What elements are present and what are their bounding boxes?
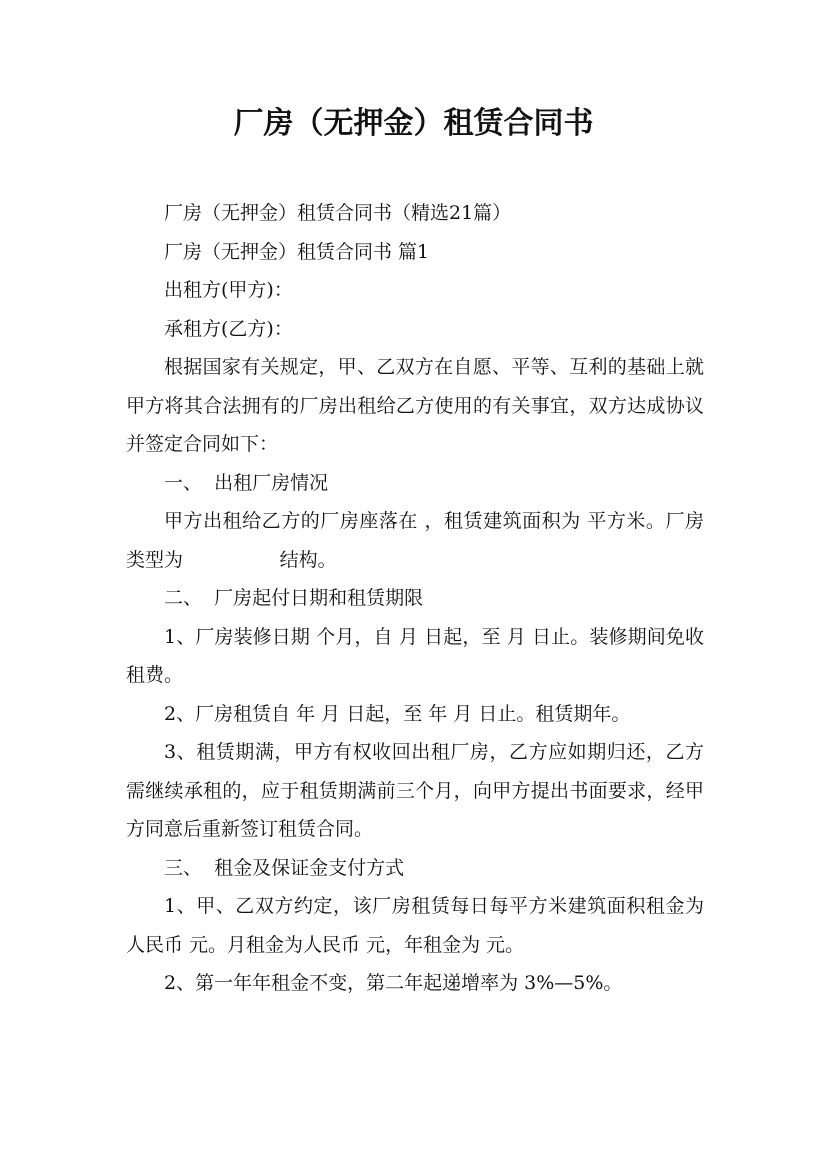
factory-location-paragraph: 甲方出租给乙方的厂房座落在 ，租赁建筑面积为 平方米。厂房类型为 结构。 — [126, 510, 704, 571]
section-one-heading: 一、 出租厂房情况 — [164, 471, 329, 494]
lessor-paragraph: 出租方(甲方)： — [164, 279, 293, 301]
document-title: 厂房（无押金）租赁合同书 — [233, 106, 594, 141]
renovation-period-paragraph: 1、厂房装修日期 个月，自 月 日起，至 月 日止。装修期间免收租费。 — [126, 625, 704, 686]
section-two-heading: 二、 厂房起付日期和租赁期限 — [164, 587, 424, 609]
subtitle-paragraph: 厂房（无押金）租赁合同书（精选21篇） — [164, 202, 512, 224]
preamble-paragraph: 根据国家有关规定，甲、乙双方在自愿、平等、互利的基础上就甲方将其合法拥有的厂房出租给乙方使用的有关事宜，双方达成协议并签定合同如下： — [126, 356, 704, 455]
lessee-paragraph: 承租方(乙方)： — [164, 317, 293, 340]
document-body — [126, 194, 704, 1003]
lease-expiry-paragraph: 3、租赁期满，甲方有权收回出租厂房，乙方应如期归还，乙方需继续承租的，应于租赁期满前三个月，向甲方提出书面要求，经甲方同意后重新签订租赁合同。 — [126, 741, 704, 840]
rent-amount-paragraph: 1、甲、乙双方约定，该厂房租赁每日每平方米建筑面积租金为人民币 元。月租金为人民币 元，年租金为 元。 — [126, 895, 704, 956]
lease-term-paragraph: 2、厂房租赁自 年 月 日起，至 年 月 日止。租赁期年。 — [164, 702, 631, 725]
section-three-heading: 三、 租金及保证金支付方式 — [164, 856, 405, 879]
rent-increase-paragraph: 2、第一年年租金不变，第二年起递增率为 3%—5%。 — [164, 972, 623, 994]
section-heading-paragraph: 厂房（无押金）租赁合同书 篇1 — [164, 240, 430, 263]
